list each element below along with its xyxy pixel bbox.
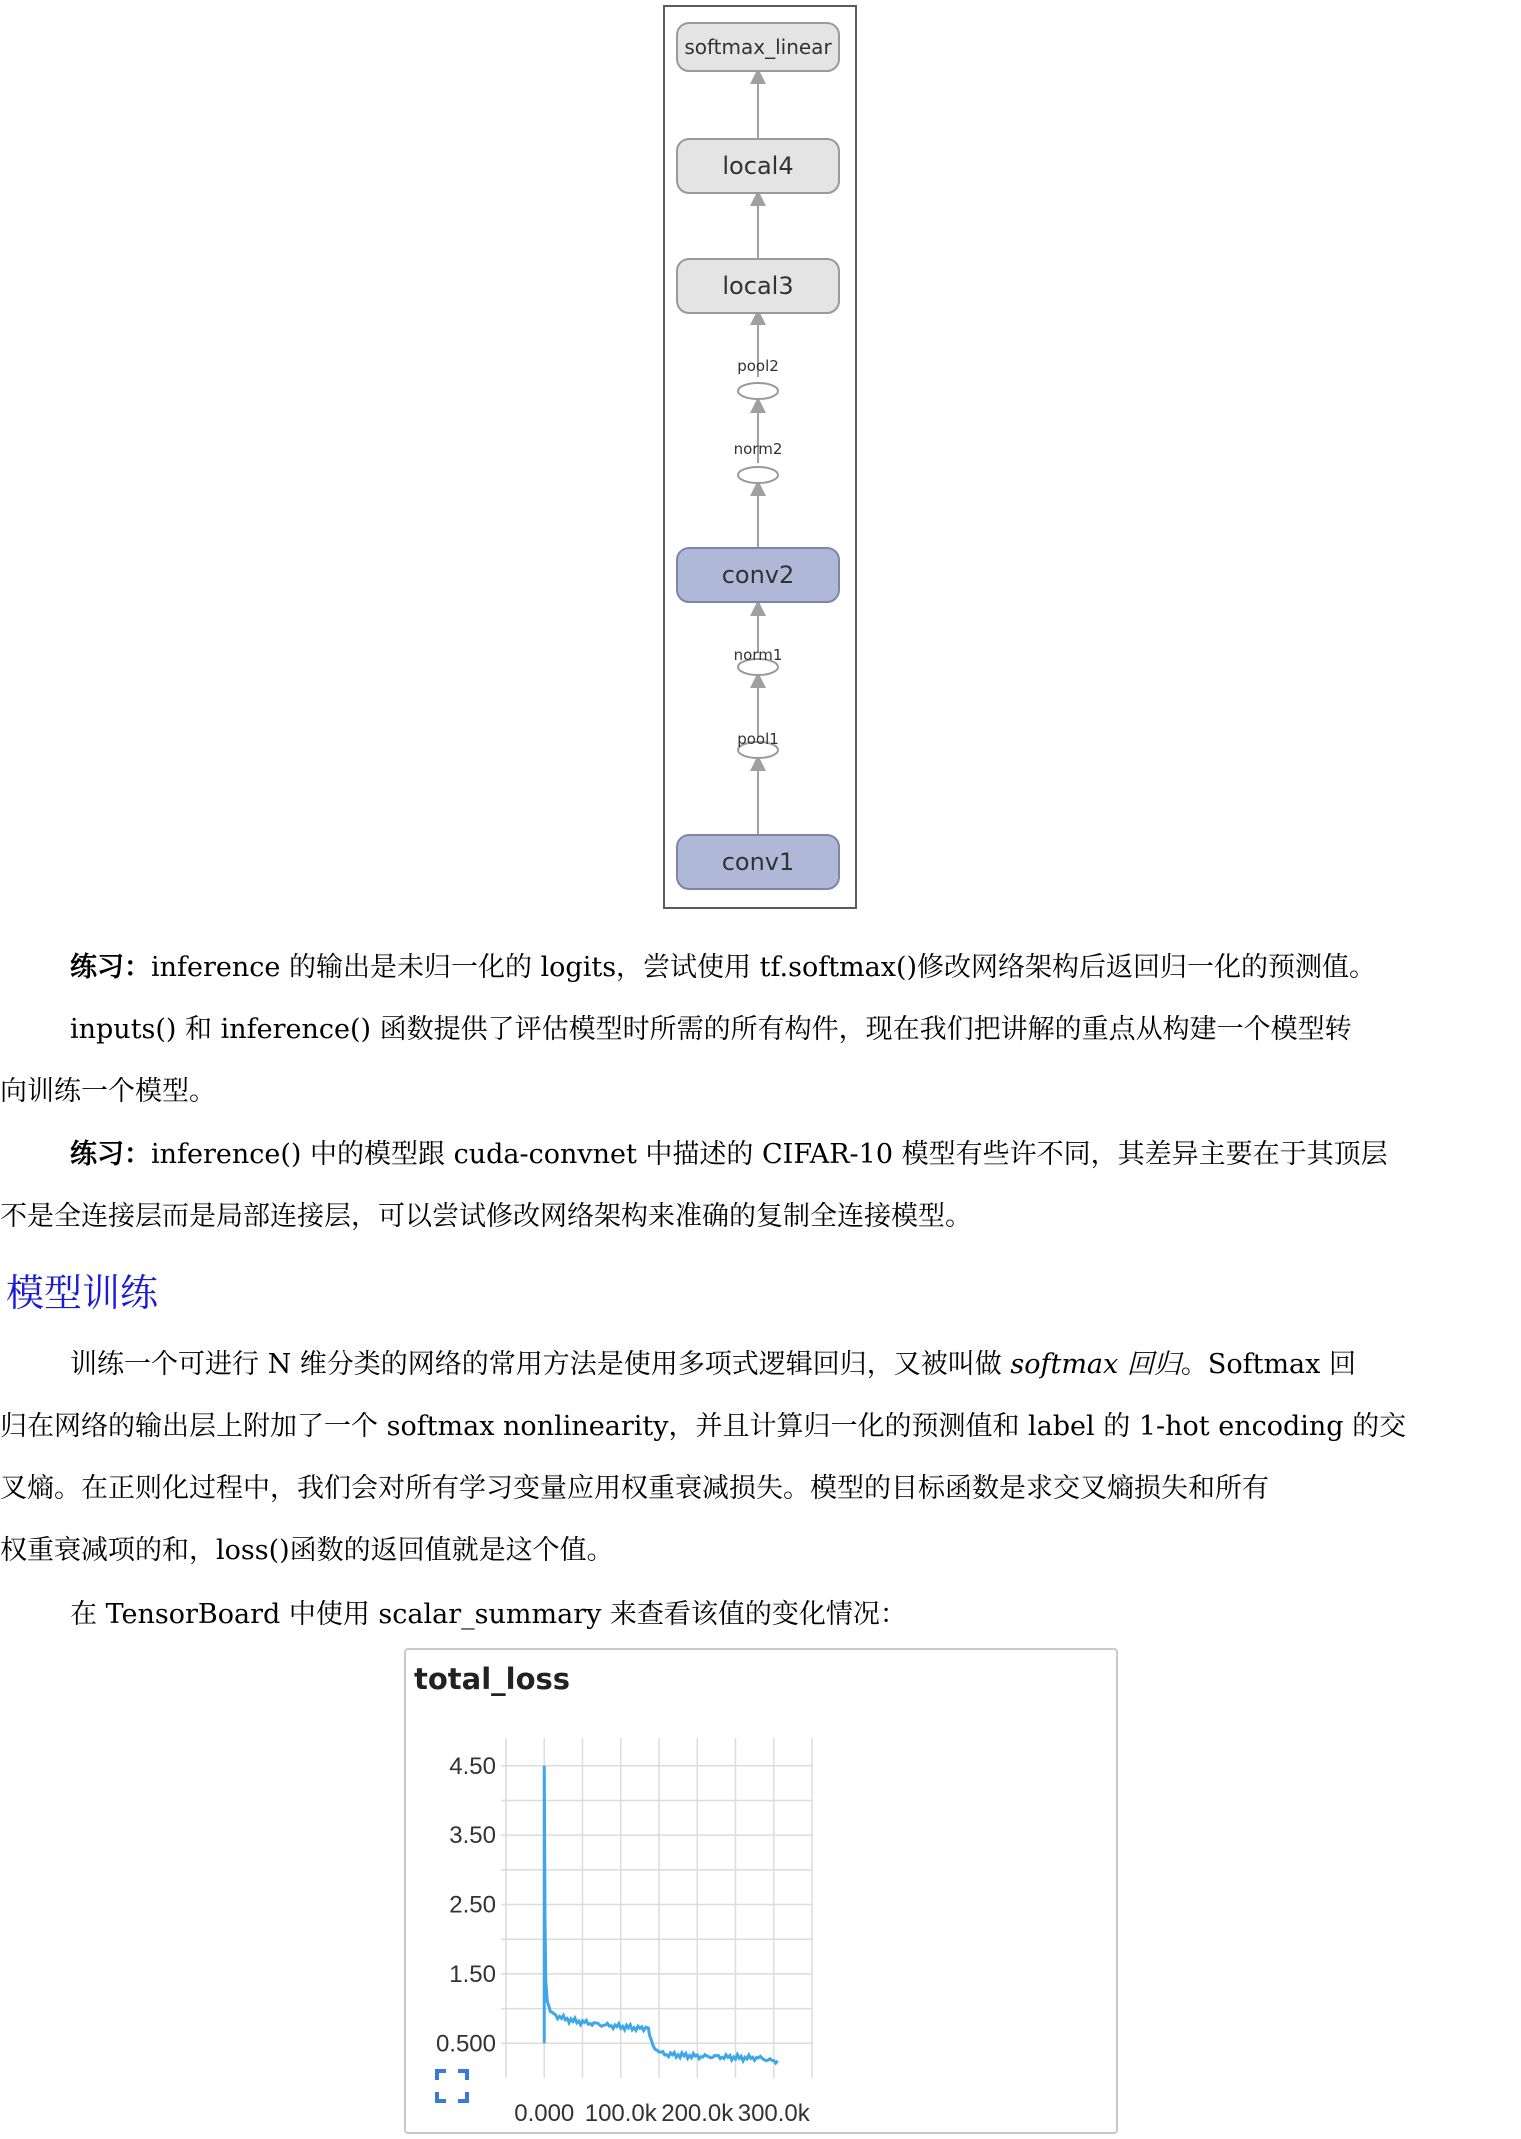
y-tick-label: 3.50 — [449, 1822, 496, 1850]
paragraph-line — [0, 937, 1521, 999]
paragraph-line: 不是全连接层而是局部连接层，可以尝试修改网络架构来准确的复制全连接模型。 — [0, 1201, 972, 1232]
x-tick-label: 300.0k — [737, 2100, 810, 2127]
y-tick-label: 1.50 — [449, 1960, 496, 1988]
node-conv1[interactable] — [676, 834, 840, 890]
node-local3-label: local3 — [722, 272, 794, 300]
node-conv2[interactable] — [676, 547, 840, 603]
node-pool2-label: pool2 — [737, 357, 779, 375]
node-pool1-label: pool1 — [737, 730, 779, 748]
exercise-label: 练习： — [70, 952, 151, 983]
section-heading: 模型训练 — [6, 1271, 159, 1315]
node-softmax-linear-label: softmax_linear — [684, 35, 832, 59]
paragraph-line — [0, 1334, 1521, 1396]
paragraph-line: 叉熵。在正则化过程中，我们会对所有学习变量应用权重衰减损失。模型的目标函数是求交叉熵损失和所有 — [0, 1473, 1269, 1504]
x-tick-label: 100.0k — [584, 2100, 657, 2127]
paragraph-line: inputs() 和 inference() 函数提供了评估模型时所需的所有构件，现在我们把讲解的重点从构建一个模型转 — [70, 1014, 1352, 1045]
x-tick-label: 0.000 — [514, 2100, 575, 2127]
norm2-node — [738, 467, 778, 483]
y-tick-label: 0.500 — [435, 2030, 496, 2058]
exercise-text: inference() 中的模型跟 cuda-convnet 中描述的 CIFAR-10 模型有些许不同，其差异主要在于其顶层 — [151, 1139, 1388, 1170]
paragraph-training — [0, 1334, 1521, 1582]
y-tick-label: 4.50 — [449, 1752, 496, 1780]
paragraph-exercise-1 — [0, 937, 1521, 999]
paragraph-line — [0, 1124, 1521, 1186]
node-local4-label: local4 — [722, 152, 794, 180]
paragraph-line: 归在网络的输出层上附加了一个 softmax nonlinearity，并且计算归一化的预测值和 label 的 1-hot encoding 的交 — [0, 1411, 1407, 1442]
text-span: 。Softmax 回 — [1180, 1349, 1356, 1380]
softmax-regression-term: softmax 回归 — [1010, 1349, 1181, 1380]
paragraph-line: 向训练一个模型。 — [0, 1076, 216, 1107]
paragraph-exercise-2 — [0, 1124, 1521, 1248]
node-norm2-label: norm2 — [733, 440, 783, 458]
exercise-text: inference 的输出是未归一化的 logits，尝试使用 tf.softmax()修改网络架构后返回归一化的预测值。 — [151, 952, 1377, 983]
paragraph-line: 权重衰减项的和，loss()函数的返回值就是这个值。 — [0, 1535, 614, 1566]
chart-title: total_loss — [414, 1662, 571, 1696]
node-softmax-linear[interactable] — [676, 22, 840, 72]
node-local4[interactable] — [676, 138, 840, 194]
expand-icon[interactable] — [434, 2068, 470, 2104]
node-conv2-label: conv2 — [721, 561, 795, 589]
paragraph-inputs-inference — [0, 999, 1521, 1123]
x-tick-label: 200.0k — [661, 2100, 734, 2127]
text-span: 训练一个可进行 N 维分类的网络的常用方法是使用多项式逻辑回归，又被叫做 — [70, 1349, 1011, 1380]
pool2-node — [738, 383, 778, 399]
loss-series-line — [544, 1766, 777, 2063]
node-local3[interactable] — [676, 258, 840, 314]
node-conv1-label: conv1 — [721, 848, 795, 876]
node-norm1-label: norm1 — [733, 646, 783, 664]
y-tick-label: 2.50 — [449, 1891, 496, 1919]
exercise-label: 练习： — [70, 1139, 151, 1170]
loss-chart — [404, 1648, 1118, 2134]
paragraph-line: 在 TensorBoard 中使用 scalar_summary 来查看该值的变化情况： — [70, 1599, 907, 1630]
paragraph-tensorboard — [0, 1584, 1521, 1646]
